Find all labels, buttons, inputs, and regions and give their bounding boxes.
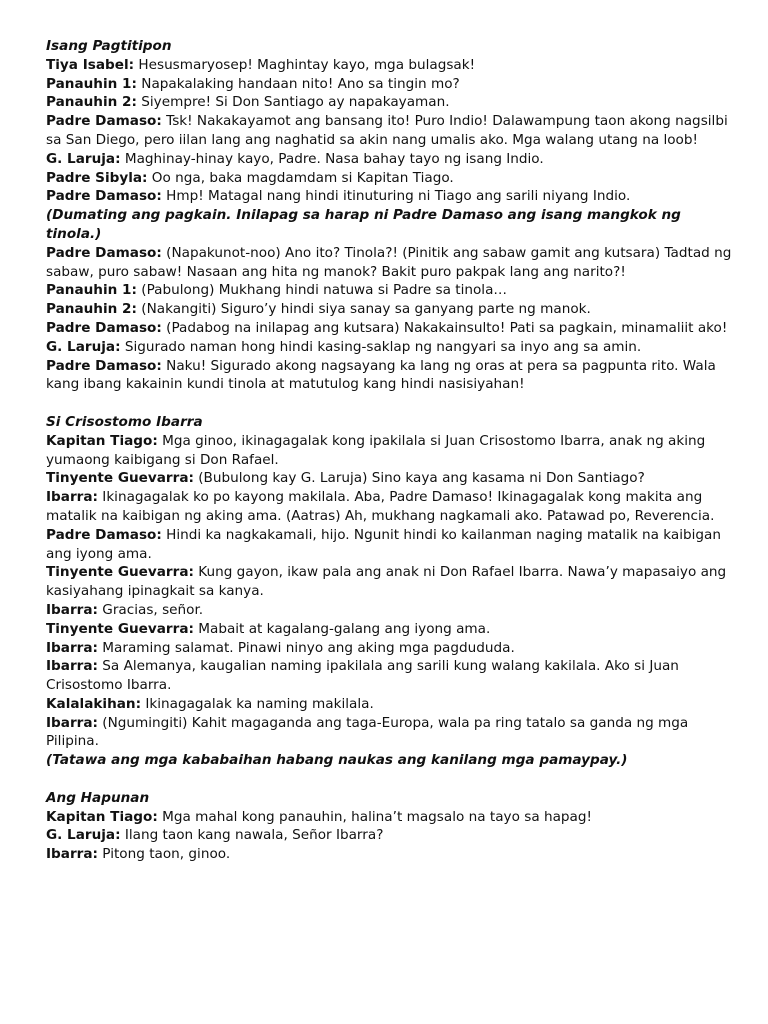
dialogue-line (46, 488, 736, 526)
speaker-name: Panauhin 2: (46, 94, 137, 111)
dialogue-text: Maghinay-hinay kayo, Padre. Nasa bahay tayo ng isang Indio. (120, 150, 544, 167)
speaker-name: Ibarra: (46, 658, 98, 675)
dialogue-text: Maraming salamat. Pinawi ninyo ang aking mga pagdududa. (97, 639, 515, 656)
dialogue-line (46, 338, 736, 357)
dialogue-line (46, 432, 736, 470)
speaker-name: Padre Sibyla: (46, 169, 148, 186)
dialogue-text: (Pabulong) Mukhang hindi natuwa si Padre sa tinola… (136, 282, 507, 299)
dialogue-text: Siyempre! Si Don Santiago ay napakayaman. (136, 94, 450, 111)
stage-direction: (Tatawa ang mga kababaihan habang naukas ang kanilang mga pamaypay.) (46, 752, 628, 769)
dialogue-text: (Padabog na inilapag ang kutsara) Nakakainsulto! Pati sa pagkain, minamaliit ako! (161, 319, 728, 336)
dialogue-text: Kung gayon, ikaw pala ang anak ni Don Rafael Ibarra. Nawa’y mapasaiyo ang kasiyahang ipinagkait sa kanya. (46, 564, 727, 600)
speaker-name: Kapitan Tiago: (46, 432, 158, 449)
dialogue-text: Hesusmaryosep! Maghintay kayo, mga bulagsak! (134, 56, 476, 73)
dialogue-line (46, 93, 736, 112)
dialogue-line (46, 657, 736, 695)
dialogue-line (46, 150, 736, 169)
dialogue-line (46, 620, 736, 639)
section-isang-pagtitipon (46, 37, 736, 394)
speaker-name: Tiya Isabel: (46, 56, 135, 73)
dialogue-line (46, 319, 736, 338)
speaker-name: Padre Damaso: (46, 188, 162, 205)
dialogue-text: Naku! Sigurado akong nagsayang ka lang ng oras at pera sa pagpunta rito. Wala kang ibang kakainin kundi tinola at matutulog kang hindi nasisiyahan! (46, 357, 716, 393)
dialogue-text: Hindi ka nagkakamali, hijo. Ngunit hindi ko kailanman naging matalik na kaibigan ang iyong ama. (46, 526, 722, 562)
dialogue-text: Pitong taon, ginoo. (97, 846, 231, 863)
dialogue-text: (Nakangiti) Siguro’y hindi siya sanay sa ganyang parte ng manok. (136, 301, 591, 318)
dialogue-line (46, 169, 736, 188)
speaker-name: Panauhin 1: (46, 75, 137, 92)
speaker-name: Tinyente Guevarra: (46, 470, 194, 487)
dialogue-line (46, 845, 736, 864)
dialogue-line (46, 357, 736, 395)
dialogue-line (46, 300, 736, 319)
speaker-name: Ibarra: (46, 489, 98, 506)
dialogue-text: Ikinagagalak ko po kayong makilala. Aba, Padre Damaso! Ikinagagalak kong makita ang matalik na kaibigan ng aking ama. (Aatras) Ah, mukhang nagkamali ako. Patawad po, Reverencia. (46, 489, 715, 524)
dialogue-text: Tsk! Nakakayamot ang bansang ito! Puro Indio! Dalawampung taon akong nagsilbi sa San Diego, pero iilan lang ang naghatid sa akin nang umalis ako. Mga walang utang na loob! (46, 113, 728, 148)
dialogue-text: Mga mahal kong panauhin, halina’t magsalo na tayo sa hapag! (157, 808, 592, 825)
dialogue-text: Mga ginoo, ikinagagalak kong ipakilala si Juan Crisostomo Ibarra, anak ng aking yumaong kaibigang si Don Rafael. (46, 432, 706, 468)
stage-direction: (Dumating ang pagkain. Inilapag sa harap ni Padre Damaso ang isang mangkok ng tinola.) (46, 207, 681, 242)
speaker-name: Tinyente Guevarra: (46, 620, 194, 637)
dialogue-text: (Ngumingiti) Kahit magaganda ang taga-Europa, wala pa ring tatalo sa ganda ng mga Pilipina. (46, 714, 689, 750)
section-heading: Isang Pagtitipon (46, 38, 172, 54)
dialogue-line (46, 244, 736, 282)
dialogue-text: Hmp! Matagal nang hindi itinuturing ni Tiago ang sarili niyang Indio. (161, 188, 631, 205)
speaker-name: Ibarra: (46, 846, 98, 863)
dialogue-text: Sigurado naman hong hindi kasing-saklap ng nangyari sa inyo ang sa amin. (120, 338, 642, 355)
dialogue-text: (Bubulong kay G. Laruja) Sino kaya ang kasama ni Don Santiago? (193, 470, 645, 487)
dialogue-line (46, 56, 736, 75)
dialogue-text: Ilang taon kang nawala, Señor Ibarra? (120, 827, 384, 844)
dialogue-line (46, 563, 736, 601)
speaker-name: Ibarra: (46, 601, 98, 618)
speaker-name: Padre Damaso: (46, 113, 162, 130)
document-body (46, 37, 736, 864)
dialogue-text: Oo nga, baka magdamdam si Kapitan Tiago. (147, 169, 454, 186)
dialogue-line (46, 281, 736, 300)
dialogue-line (46, 187, 736, 206)
dialogue-line (46, 469, 736, 488)
speaker-name: Padre Damaso: (46, 244, 162, 261)
speaker-name: G. Laruja: (46, 150, 121, 167)
speaker-name: Ibarra: (46, 639, 98, 656)
speaker-name: G. Laruja: (46, 827, 121, 844)
dialogue-line (46, 639, 736, 658)
dialogue-line (46, 601, 736, 620)
dialogue-line (46, 826, 736, 845)
dialogue-text: Sa Alemanya, kaugalian naming ipakilala ang sarili kung walang kakilala. Ako si Juan Crisostomo Ibarra. (46, 658, 679, 694)
speaker-name: Padre Damaso: (46, 319, 162, 336)
section-ang-hapunan (46, 789, 736, 864)
section-spacer (46, 394, 736, 413)
dialogue-text: Gracias, señor. (97, 601, 204, 618)
section-heading: Ang Hapunan (46, 789, 150, 806)
speaker-name: Padre Damaso: (46, 357, 162, 374)
speaker-name: Kalalakihan: (46, 695, 142, 712)
dialogue-line (46, 695, 736, 714)
dialogue-line (46, 808, 736, 827)
dialogue-line (46, 75, 736, 94)
dialogue-line (46, 526, 736, 564)
dialogue-line (46, 112, 736, 150)
section-si-crisostomo-ibarra (46, 413, 736, 770)
speaker-name: Kapitan Tiago: (46, 808, 158, 825)
dialogue-text: Ikinagagalak ka naming makilala. (141, 695, 374, 712)
speaker-name: Panauhin 2: (46, 301, 137, 318)
speaker-name: Padre Damaso: (46, 526, 162, 543)
section-heading: Si Crisostomo Ibarra (46, 413, 203, 430)
speaker-name: Ibarra: (46, 714, 98, 731)
speaker-name: G. Laruja: (46, 338, 121, 355)
speaker-name: Panauhin 1: (46, 282, 137, 299)
dialogue-text: Mabait at kagalang-galang ang iyong ama. (193, 620, 491, 637)
section-spacer (46, 770, 736, 789)
dialogue-line (46, 714, 736, 752)
speaker-name: Tinyente Guevarra: (46, 564, 194, 581)
dialogue-text: (Napakunot-noo) Ano ito? Tinola?! (Pinitik ang sabaw gamit ang kutsara) Tadtad ng sabaw, puro sabaw! Nasaan ang hita ng manok? Bakit puro pakpak lang ang narito?! (46, 244, 732, 280)
dialogue-text: Napakalaking handaan nito! Ano sa tingin mo? (136, 75, 460, 92)
